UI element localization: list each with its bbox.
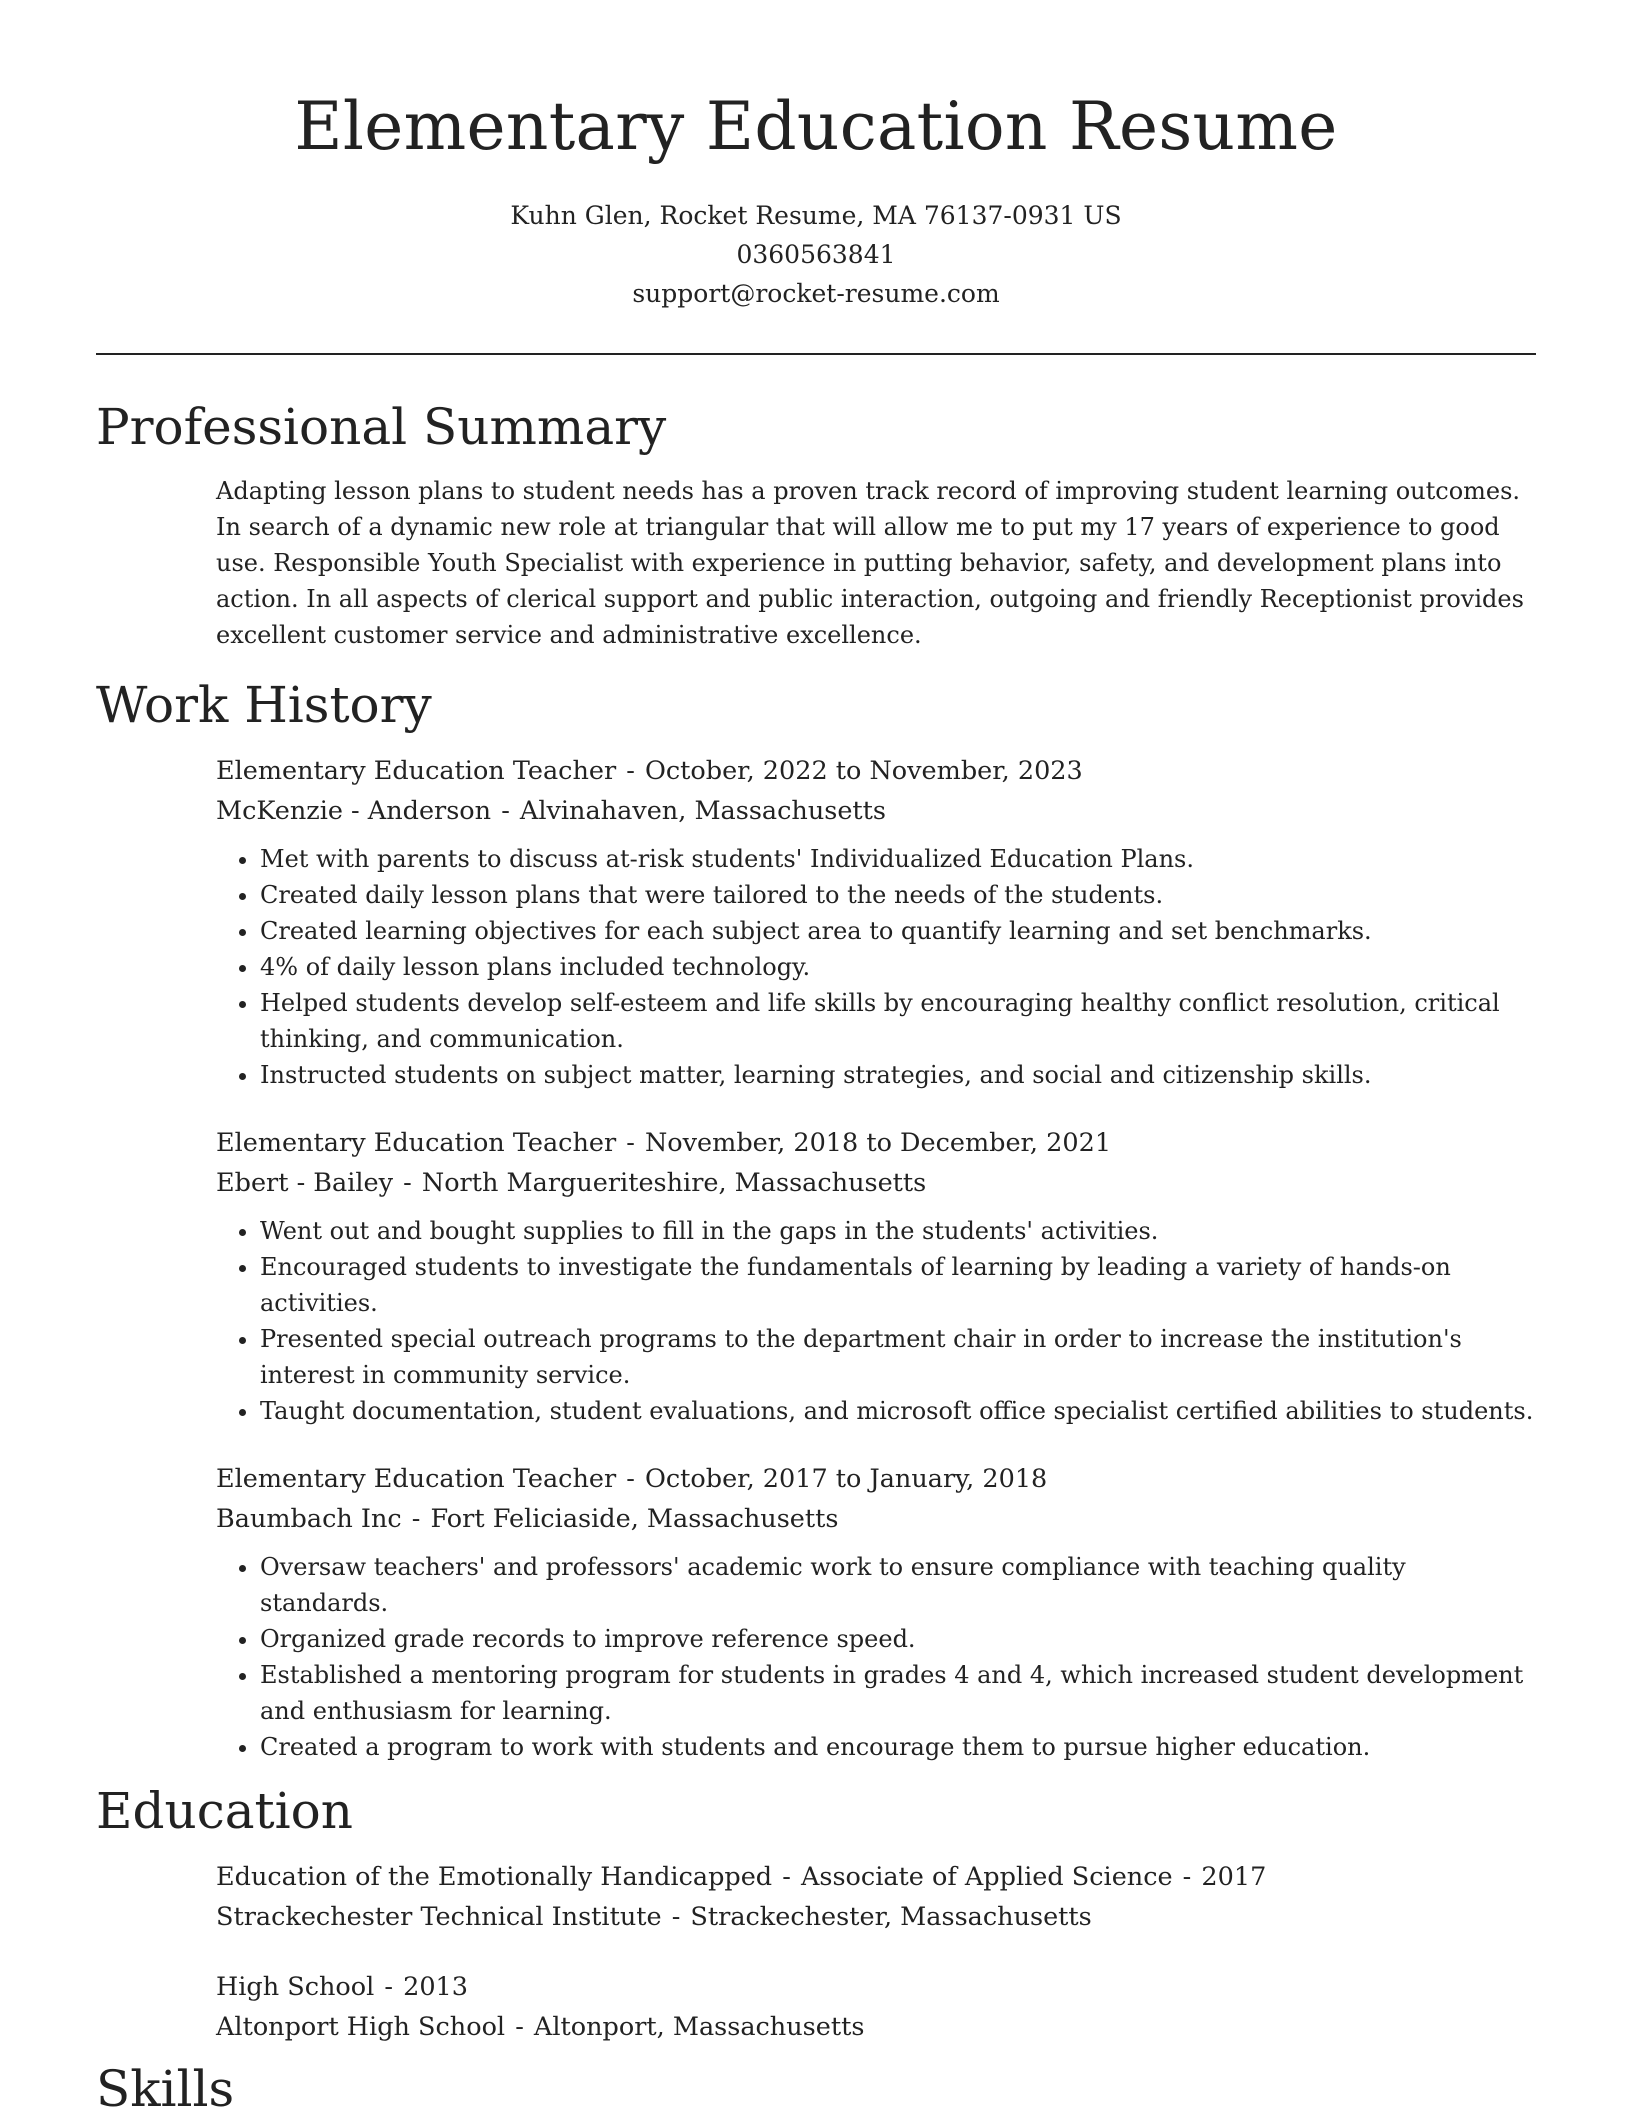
resume-title: Elementary Education Resume bbox=[294, 88, 1338, 165]
education-section bbox=[96, 1779, 1536, 2047]
job-bullet-list bbox=[216, 1549, 1536, 1765]
job-bullet: • Went out and bought supplies to fill in the gaps in the students' activities. bbox=[260, 1213, 1536, 1249]
section-title-summary: Professional Summary bbox=[96, 398, 667, 456]
job-bullet: • Met with parents to discuss at-risk students' Individualized Education Plans. bbox=[260, 841, 1536, 877]
job-bullet: • 4% of daily lesson plans included technology. bbox=[260, 949, 1536, 985]
section-title-education: Education bbox=[96, 1782, 353, 1840]
job-bullet: • Presented special outreach programs to the department chair in order to increase the institution's interest in community service. bbox=[260, 1321, 1536, 1393]
job-bullet: • Helped students develop self-esteem and life skills by encouraging healthy conflict resolution, critical thinking, and communication. bbox=[260, 985, 1536, 1057]
education-entry bbox=[216, 1857, 1536, 1937]
job-bullet-list bbox=[216, 1213, 1536, 1429]
education-degree-line: High School - 2013 bbox=[216, 1972, 469, 2002]
contact-email: support@rocket-resume.com bbox=[632, 279, 1000, 308]
contact-phone: 0360563841 bbox=[736, 240, 896, 269]
job-bullet: • Oversaw teachers' and professors' academic work to ensure compliance with teaching quality standards. bbox=[260, 1549, 1536, 1621]
job-company-line: Ebert - Bailey - North Margueriteshire, Massachusetts bbox=[216, 1168, 927, 1198]
education-school-line: Strackechester Technical Institute - Strackechester, Massachusetts bbox=[216, 1902, 1092, 1932]
education-degree: Associate of Applied Science bbox=[800, 1862, 1173, 1892]
job-title: Elementary Education Teacher bbox=[216, 1128, 617, 1158]
education-degree-line: Education of the Emotionally Handicapped - Associate of Applied Science - 2017 bbox=[216, 1862, 1267, 1892]
job-bullet: • Created a program to work with students and encourage them to pursue higher education. bbox=[260, 1729, 1536, 1765]
job-title-line: Elementary Education Teacher - October, 2017 to January, 2018 bbox=[216, 1464, 1048, 1494]
job-location: North Margueriteshire, Massachusetts bbox=[421, 1168, 927, 1198]
job-company-line: McKenzie - Anderson - Alvinahaven, Massachusetts bbox=[216, 796, 887, 826]
work-history-section bbox=[96, 673, 1536, 1765]
education-school-line: Altonport High School - Altonport, Massachusetts bbox=[216, 2012, 865, 2042]
job-bullet: • Created daily lesson plans that were tailored to the needs of the students. bbox=[260, 877, 1536, 913]
job-title-line: Elementary Education Teacher - October, 2022 to November, 2023 bbox=[216, 756, 1083, 786]
job-company: McKenzie - Anderson bbox=[216, 796, 492, 826]
job-title: Elementary Education Teacher bbox=[216, 1464, 617, 1494]
job-bullet-list bbox=[216, 841, 1536, 1093]
contact-address: Kuhn Glen, Rocket Resume, MA 76137-0931 US bbox=[510, 201, 1122, 230]
job-dates: October, 2017 to January, 2018 bbox=[644, 1464, 1048, 1494]
job-entry bbox=[216, 751, 1536, 1093]
job-dates: November, 2018 to December, 2021 bbox=[644, 1128, 1112, 1158]
header-divider bbox=[96, 353, 1536, 355]
job-company: Baumbach Inc bbox=[216, 1504, 402, 1534]
job-bullet: • Taught documentation, student evaluations, and microsoft office specialist certified abilities to students. bbox=[260, 1393, 1536, 1429]
education-field: Education of the Emotionally Handicapped bbox=[216, 1862, 773, 1892]
job-bullet: • Instructed students on subject matter, learning strategies, and social and citizenship skills. bbox=[260, 1057, 1536, 1093]
job-entry bbox=[216, 1123, 1536, 1429]
job-location: Fort Feliciaside, Massachusetts bbox=[430, 1504, 839, 1534]
education-year: 2013 bbox=[403, 1972, 469, 2002]
job-company-line: Baumbach Inc - Fort Feliciaside, Massachusetts bbox=[216, 1504, 839, 1534]
job-title: Elementary Education Teacher bbox=[216, 756, 617, 786]
job-bullet: • Established a mentoring program for students in grades 4 and 4, which increased student development and enthusiasm for learning. bbox=[260, 1657, 1536, 1729]
job-location: Alvinahaven, Massachusetts bbox=[519, 796, 887, 826]
education-school: Strackechester Technical Institute bbox=[216, 1902, 662, 1932]
education-field: High School bbox=[216, 1972, 375, 2002]
resume-header bbox=[96, 0, 1536, 313]
contact-info bbox=[96, 196, 1536, 313]
job-entry bbox=[216, 1459, 1536, 1765]
section-title-skills: Skills bbox=[96, 2060, 235, 2118]
skills-section bbox=[96, 2057, 1536, 2121]
education-entry bbox=[216, 1967, 1536, 2047]
professional-summary-section bbox=[96, 395, 1536, 653]
job-bullet: • Organized grade records to improve reference speed. bbox=[260, 1621, 1536, 1657]
job-bullet: • Created learning objectives for each subject area to quantify learning and set benchmarks. bbox=[260, 913, 1536, 949]
education-year: 2017 bbox=[1201, 1862, 1267, 1892]
summary-text: Adapting lesson plans to student needs has a proven track record of improving student learning outcomes. In search of a dynamic new role at triangular that will allow me to put my 17 years of experience to good use. Responsible Youth Specialist with experience in putting behavior, safety, and development plans into action. In all aspects of clerical support and public interaction, outgoing and friendly Receptionist provides excellent customer service and administrative excellence. bbox=[216, 477, 1524, 649]
education-location: Strackechester, Massachusetts bbox=[690, 1902, 1092, 1932]
job-company: Ebert - Bailey bbox=[216, 1168, 394, 1198]
education-location: Altonport, Massachusetts bbox=[533, 2012, 865, 2042]
job-bullet: • Encouraged students to investigate the fundamentals of learning by leading a variety of hands-on activities. bbox=[260, 1249, 1536, 1321]
education-school: Altonport High School bbox=[216, 2012, 506, 2042]
job-title-line: Elementary Education Teacher - November, 2018 to December, 2021 bbox=[216, 1128, 1112, 1158]
section-title-work-history: Work History bbox=[96, 676, 432, 734]
job-dates: October, 2022 to November, 2023 bbox=[644, 756, 1083, 786]
resume-page bbox=[96, 0, 1536, 2121]
